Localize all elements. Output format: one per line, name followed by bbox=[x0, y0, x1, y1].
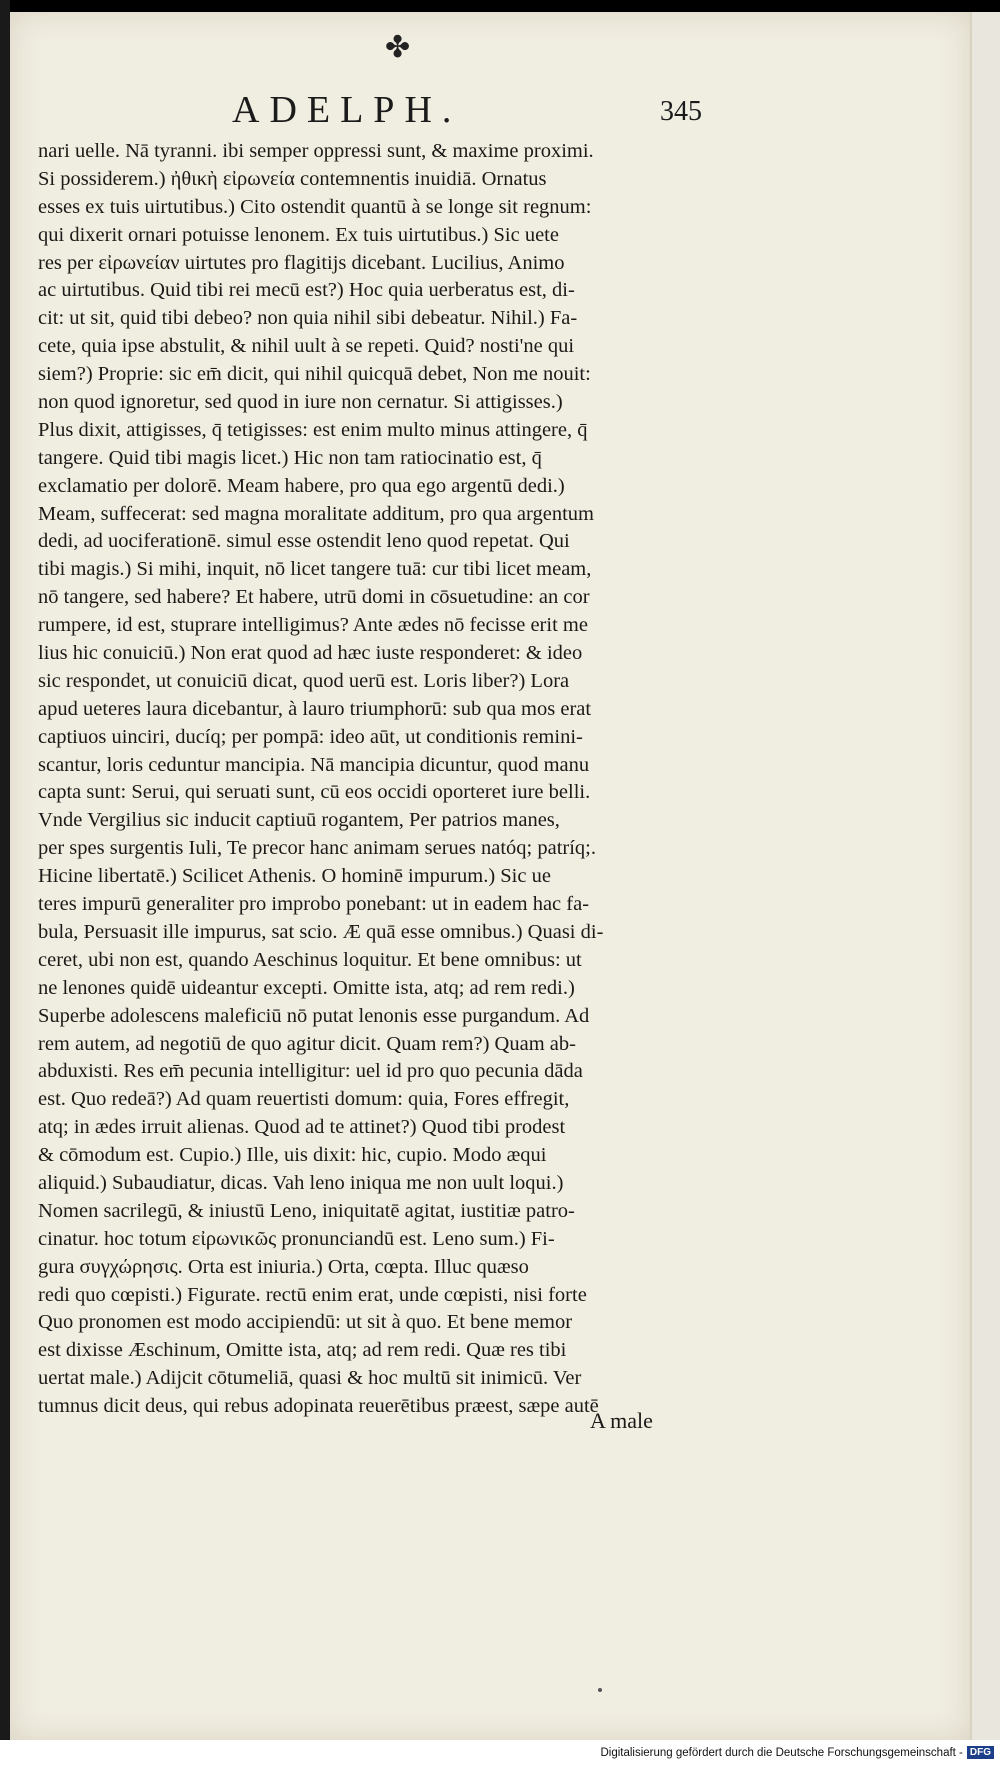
text-line: est. Quo redeā?) Ad quam reuertisti domum: quia, Fores effregit, bbox=[38, 1088, 570, 1111]
text-line: Vnde Vergilius sic inducit captiuū rogantem, Per patrios manes, bbox=[38, 809, 560, 832]
text-line: aliquid.) Subaudiatur, dicas. Vah leno iniqua me non uult loqui.) bbox=[38, 1171, 564, 1194]
text-line: abduxisti. Res em̄ pecunia intelligitur: uel id pro quo pecunia dāda bbox=[38, 1060, 583, 1083]
text-line: tumnus dicit deus, qui rebus adopinata reuerētibus præest, sæpe autē bbox=[38, 1395, 599, 1418]
text-line: tibi magis.) Si mihi, inquit, nō licet tangere tuā: cur tibi licet meam, bbox=[38, 558, 592, 581]
text-line: siem?) Proprie: sic em̄ dicit, qui nihil quicquā debet, Non me nouit: bbox=[38, 363, 591, 386]
text-line: Nomen sacrilegū, & iniustū Leno, iniquitatē agitat, iustitiæ patro- bbox=[38, 1199, 575, 1222]
text-line: capta sunt: Serui, qui seruati sunt, cū eos occidi oporteret iure belli. bbox=[38, 781, 591, 804]
text-line: ne lenones quidē uideantur excepti. Omitte ista, atq; ad rem redi.) bbox=[38, 976, 575, 999]
dfg-logo: DFG bbox=[967, 1746, 994, 1759]
text-line: Superbe adolescens maleficiū nō putat lenonis esse purgandum. Ad bbox=[38, 1004, 590, 1027]
text-line: rem autem, ad negotiū de quo agitur dicit. Quam rem?) Quam ab- bbox=[38, 1032, 576, 1055]
text-line: Quo pronomen est modo accipiendū: ut sit à quo. Et bene memor bbox=[38, 1311, 573, 1334]
text-line: atq; in ædes irruit alienas. Quod ad te attinet?) Quod tibi prodest bbox=[38, 1116, 566, 1139]
text-line: uertat male.) Adijcit cōtumeliā, quasi & hoc multū sit inimicū. Ver bbox=[38, 1367, 582, 1390]
text-line: cit: ut sit, quid tibi debeo? non quia nihil sibi debeatur. Nihil.) Fa- bbox=[38, 307, 578, 330]
scan-top-border bbox=[0, 0, 1000, 12]
text-line: Plus dixit, attigisses, q̄ tetigisses: est enim multo minus attingere, q̄ bbox=[38, 418, 588, 441]
text-line: Hicine libertatē.) Scilicet Athenis. O hominē impurum.) Sic ue bbox=[38, 865, 551, 888]
text-line: ac uirtutibus. Quid tibi rei mecū est?) Hoc quia uerberatus est, di- bbox=[38, 279, 575, 302]
scan-left-border bbox=[0, 0, 10, 1767]
text-line: captiuos uinciri, ducíq; per pompā: ideo aūt, ut conditionis remini- bbox=[38, 725, 583, 748]
text-line: sic respondet, ut conuiciū dicat, quod uerū est. Loris liber?) Lora bbox=[38, 669, 570, 692]
commentary-text bbox=[38, 138, 718, 1421]
text-line: lius hic conuiciū.) Non erat quod ad hæc iuste responderet: & ideo bbox=[38, 642, 583, 665]
text-line: per spes surgentis Iuli, Te precor hanc animam serues natóq; patríq;. bbox=[38, 837, 596, 860]
text-line: non quod ignoretur, sed quod in iure non cernatur. Si attigisses.) bbox=[38, 391, 563, 414]
digitization-credit bbox=[600, 1746, 994, 1759]
credit-text: Digitalisierung gefördert durch die Deutsche Forschungsgemeinschaft - bbox=[600, 1746, 963, 1759]
text-line: ceret, ubi non est, quando Aeschinus loquitur. Et bene omnibus: ut bbox=[38, 948, 582, 971]
text-line: scantur, loris ceduntur mancipia. Nā mancipia dicuntur, quod manu bbox=[38, 753, 590, 776]
text-line: rumpere, id est, stuprare intelligimus? Ante ædes nō fecisse erit me bbox=[38, 614, 588, 637]
page-edge bbox=[972, 12, 1000, 1740]
text-line: teres impurū generaliter pro improbo ponebant: ut in eadem hac fa- bbox=[38, 893, 590, 916]
text-line: qui dixerit ornari potuisse lenonem. Ex tuis uirtutibus.) Sic uete bbox=[38, 223, 559, 246]
text-line: gura συγχώρησις. Orta est iniuria.) Orta, cœpta. Illuc quæso bbox=[38, 1255, 529, 1278]
text-line: esses ex tuis uirtutibus.) Cito ostendit quantū à se longe sit regnum: bbox=[38, 195, 592, 218]
text-line: est dixisse Æschinum, Omitte ista, atq; ad rem redi. Quæ res tibi bbox=[38, 1339, 567, 1362]
stray-mark bbox=[598, 1688, 602, 1692]
text-line: Si possiderem.) ἠθικὴ εἰρωνεία contemnentis inuidiā. Ornatus bbox=[38, 167, 547, 190]
text-line: tangere. Quid tibi magis licet.) Hic non tam ratiocinatio est, q̄ bbox=[38, 446, 542, 469]
text-line: cinatur. hoc totum εἰρωνικῶς pronunciandū est. Leno sum.) Fi- bbox=[38, 1227, 555, 1250]
text-line: redi quo cœpisti.) Figurate. rectū enim erat, unde cœpisti, nisi forte bbox=[38, 1283, 587, 1306]
text-line: dedi, ad uociferationē. simul esse ostendit leno quod repetat. Qui bbox=[38, 530, 570, 553]
text-line: & cōmodum est. Cupio.) Ille, uis dixit: hic, cupio. Modo æqui bbox=[38, 1144, 547, 1167]
text-line: nari uelle. Nā tyranni. ibi semper oppressi sunt, & maxime proximi. bbox=[38, 140, 594, 162]
text-line: Meam, suffecerat: sed magna moralitate additum, pro qua argentum bbox=[38, 502, 594, 525]
catchword: A male bbox=[590, 1408, 653, 1433]
text-line: cete, quia ipse abstulit, & nihil uult à se repeti. Quid? nosti'ne qui bbox=[38, 335, 575, 358]
text-line: bula, Persuasit ille impurus, sat scio. Æ quā esse omnibus.) Quasi di- bbox=[38, 920, 604, 943]
text-line: apud ueteres laura dicebantur, à lauro triumphorū: sub qua mos erat bbox=[38, 697, 592, 720]
ornament-icon: ✤ bbox=[385, 31, 411, 64]
page-number: 345 bbox=[660, 96, 702, 127]
text-line: exclamatio per dolorē. Meam habere, pro qua ego argentū dedi.) bbox=[38, 474, 565, 497]
text-line: nō tangere, sed habere? Et habere, utrū domi in cōsuetudine: an cor bbox=[38, 586, 590, 609]
running-head: ADELPH. bbox=[232, 89, 462, 131]
text-line: res per εἰρωνείαν uirtutes pro flagitijs dicebant. Lucilius, Animo bbox=[38, 251, 565, 274]
